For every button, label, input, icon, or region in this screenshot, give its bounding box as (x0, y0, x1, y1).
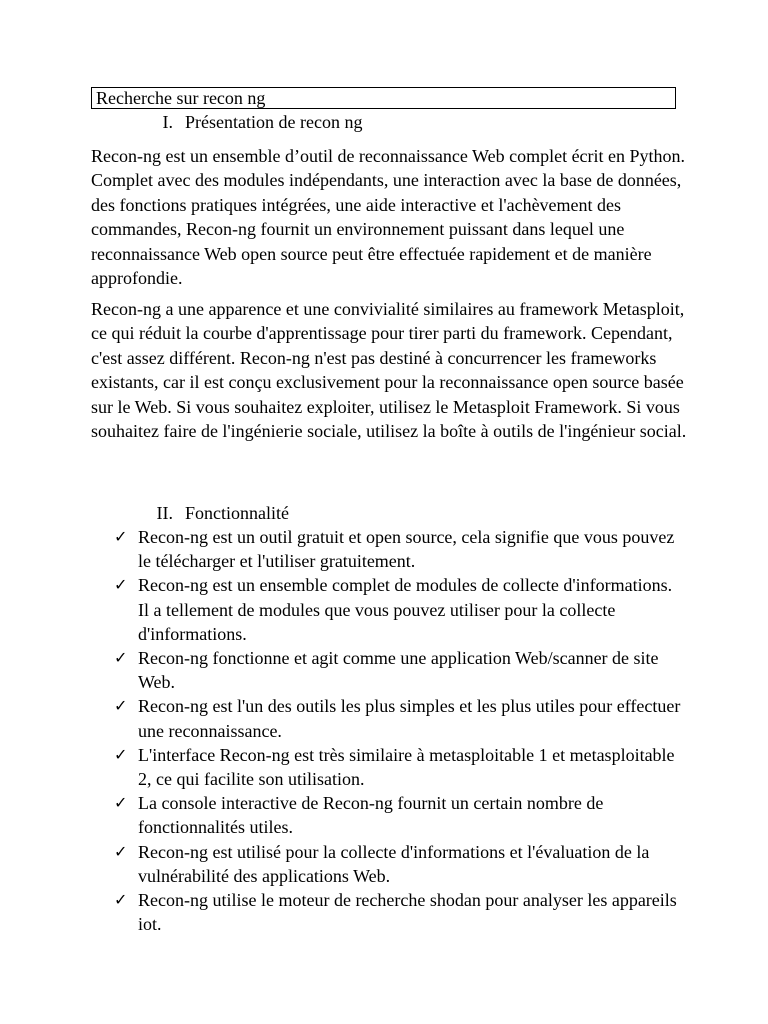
check-icon: ✓ (114, 696, 128, 716)
list-item-text: Recon-ng est utilisé pour la collecte d'informations et l'évaluation de la vulnérabilité des applications Web. (138, 841, 650, 886)
section-title: Présentation de recon ng (185, 112, 363, 132)
list-item (91, 525, 687, 573)
list-item (91, 888, 687, 936)
list-item-text: Recon-ng utilise le moteur de recherche shodan pour analyser les appareils iot. (138, 890, 677, 935)
list-item (91, 573, 687, 646)
check-icon: ✓ (114, 890, 128, 910)
paragraph-comparison: Recon-ng a une apparence et une convivialité similaires au framework Metasploit, ce qui réduit la courbe d'apprentissage pour tirer parti du framework. Cependant, c'est assez différent. Recon-ng n'est pas destiné à concurrencer les frameworks existants, car il est conçu exclusivement pour la reconnaissance open source basée sur le Web. Si vous souhaitez exploiter, utilisez le Metasploit Framework. Si vous souhaitez faire de l'ingénierie sociale, utilisez la boîte à outils de l'ingénieur social. (91, 299, 687, 442)
section-number: I. (162, 112, 173, 132)
list-item-text: Recon-ng est un outil gratuit et open source, cela signifie que vous pouvez le télécharger et l'utiliser gratuitement. (138, 527, 675, 572)
list-item-text: La console interactive de Recon-ng fournit un certain nombre de fonctionnalités utiles. (138, 793, 604, 838)
list-item-text: Recon-ng fonctionne et agit comme une application Web/scanner de site Web. (138, 648, 659, 693)
list-item (91, 840, 687, 888)
check-icon: ✓ (114, 744, 128, 764)
list-item-text: Recon-ng est l'un des outils les plus simples et les plus utiles pour effectuer une reconnaissance. (138, 696, 681, 741)
feature-checklist (91, 525, 687, 936)
document-title: Recherche sur recon ng (91, 87, 676, 109)
section-number: II. (156, 503, 173, 523)
list-item (91, 743, 687, 791)
list-item-text: L'interface Recon-ng est très similaire à metasploitable 1 et metasploitable 2, ce qui facilite son utilisation. (138, 744, 675, 790)
check-icon: ✓ (114, 648, 128, 668)
section-title: Fonctionnalité (185, 503, 289, 523)
check-icon: ✓ (114, 793, 128, 813)
check-icon: ✓ (114, 575, 128, 595)
list-item (91, 646, 687, 694)
check-icon: ✓ (114, 527, 128, 546)
check-icon: ✓ (114, 841, 128, 861)
list-item-text: Recon-ng est un ensemble complet de modules de collecte d'informations. Il a tellement de modules que vous pouvez utiliser pour la collecte d'informations. (138, 575, 673, 644)
list-item (91, 694, 687, 742)
list-item (91, 791, 687, 839)
paragraph-intro: Recon-ng est un ensemble d’outil de reconnaissance Web complet écrit en Python. Complet avec des modules indépendants, une interaction avec la base de données, des fonctions pratiques intégrées, une aide interactive et l'achèvement des commandes, Recon-ng fournit un environnement puissant dans lequel une reconnaissance Web open source peut être effectuée rapidement et de manière approfondie. (91, 146, 686, 289)
